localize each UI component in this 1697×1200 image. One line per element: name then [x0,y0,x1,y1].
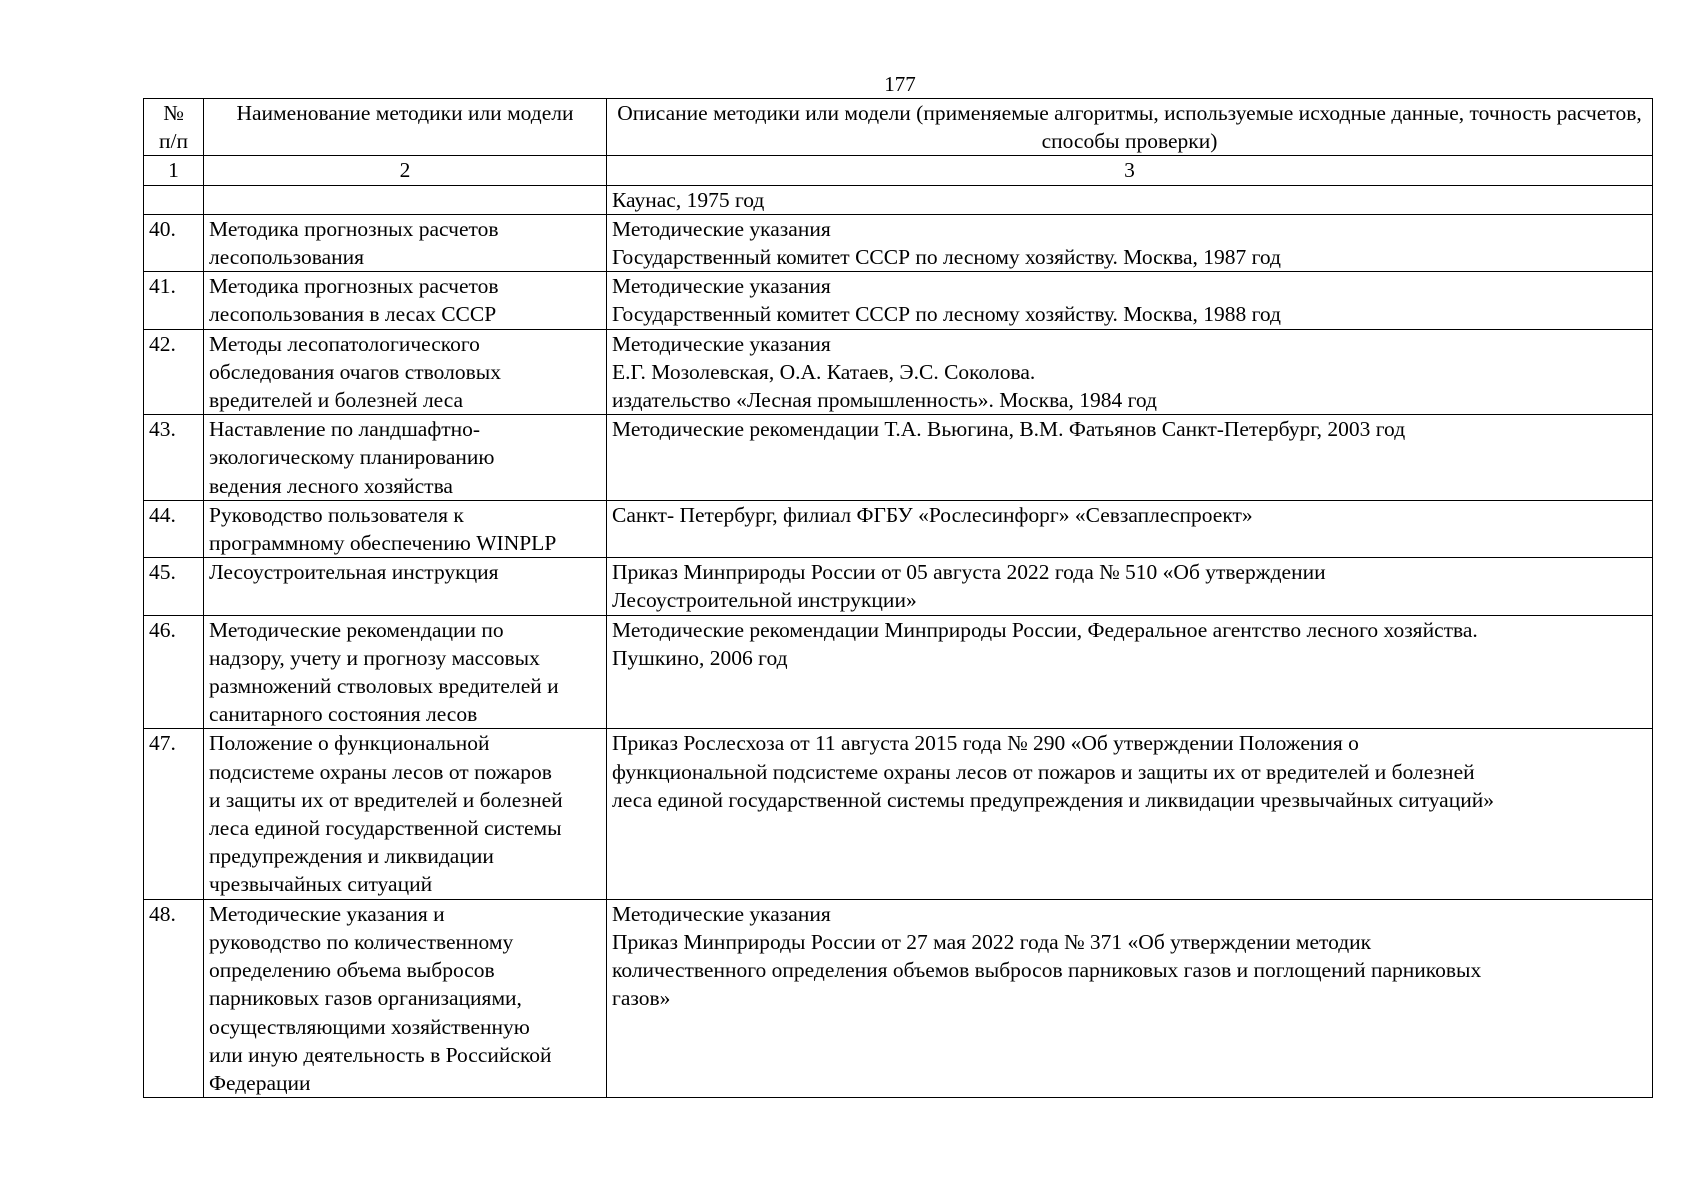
table-row [144,615,1653,729]
column-index-1: 1 [144,156,204,185]
row-method-name: Наставление по ландшафтно- экологическому планированию ведения лесного хозяйства [204,415,607,501]
row-method-description: Приказ Минприроды России от 05 августа 2022 года № 510 «Об утверждении Лесоустроительной инструкции» [607,558,1653,615]
row-method-name: Руководство пользователя к программному обеспечению WINPLP [204,500,607,557]
header-method-description: Описание методики или модели (применяемые алгоритмы, используемые исходные данные, точность расчетов, способы проверки) [607,99,1653,156]
table-row [144,899,1653,1097]
column-index-row [144,156,1653,185]
row-method-description: Методические указания Государственный комитет СССР по лесному хозяйству. Москва, 1988 год [607,272,1653,329]
row-number: 42. [144,329,204,415]
row-method-name: Методические указания и руководство по количественному определению объема выбросов парниковых газов организациями, осуществляющими хозяйственную или иную деятельность в Российской Федерации [204,899,607,1097]
row-number: 45. [144,558,204,615]
table-header [144,99,1653,186]
row-method-description: Методические рекомендации Минприроды России, Федеральное агентство лесного хозяйства. Пушкино, 2006 год [607,615,1653,729]
row-number: 48. [144,899,204,1097]
row-method-name: Методика прогнозных расчетов лесопользования в лесах СССР [204,272,607,329]
row-method-name: Методика прогнозных расчетов лесопользования [204,214,607,271]
methods-table [143,98,1653,1098]
row-method-name: Методические рекомендации по надзору, учету и прогнозу массовых размножений стволовых вредителей и санитарного состояния лесов [204,615,607,729]
row-method-description: Приказ Рослесхоза от 11 августа 2015 года № 290 «Об утверждении Положения о функциональной подсистеме охраны лесов от пожаров и защиты их от вредителей и болезней леса единой государственной системы предупреждения и ликвидации чрезвычайных ситуаций» [607,729,1653,899]
page-number: 177 [884,72,916,96]
row-method-description: Методические указания Е.Г. Мозолевская, О.А. Катаев, Э.С. Соколова. издательство «Лесная промышленность». Москва, 1984 год [607,329,1653,415]
row-number [144,185,204,214]
row-method-description: Методические указания Приказ Минприроды России от 27 мая 2022 года № 371 «Об утверждении методик количественного определения объемов выбросов парниковых газов и поглощений парниковых газов» [607,899,1653,1097]
table-row [144,415,1653,501]
table-row [144,558,1653,615]
row-number: 44. [144,500,204,557]
table-row [144,272,1653,329]
table-body [144,185,1653,1098]
header-method-name: Наименование методики или модели [204,99,607,156]
row-number: 43. [144,415,204,501]
header-number: № п/п [144,99,204,156]
column-index-2: 2 [204,156,607,185]
column-index-3: 3 [607,156,1653,185]
table-row [144,329,1653,415]
row-method-description: Санкт- Петербург, филиал ФГБУ «Рослесинфорг» «Севзаплеспроект» [607,500,1653,557]
table-row [144,185,1653,214]
header-row [144,99,1653,156]
row-number: 46. [144,615,204,729]
row-method-description: Методические рекомендации Т.А. Вьюгина, В.М. Фатьянов Санкт-Петербург, 2003 год [607,415,1653,501]
row-method-description: Методические указания Государственный комитет СССР по лесному хозяйству. Москва, 1987 год [607,214,1653,271]
table-row [144,729,1653,899]
row-method-description: Каунас, 1975 год [607,185,1653,214]
row-method-name: Лесоустроительная инструкция [204,558,607,615]
row-number: 47. [144,729,204,899]
row-method-name [204,185,607,214]
row-method-name: Методы лесопатологического обследования очагов стволовых вредителей и болезней леса [204,329,607,415]
row-number: 40. [144,214,204,271]
table-row [144,500,1653,557]
table-row [144,214,1653,271]
row-number: 41. [144,272,204,329]
row-method-name: Положение о функциональной подсистеме охраны лесов от пожаров и защиты их от вредителей и болезней леса единой государственной системы предупреждения и ликвидации чрезвычайных ситуаций [204,729,607,899]
